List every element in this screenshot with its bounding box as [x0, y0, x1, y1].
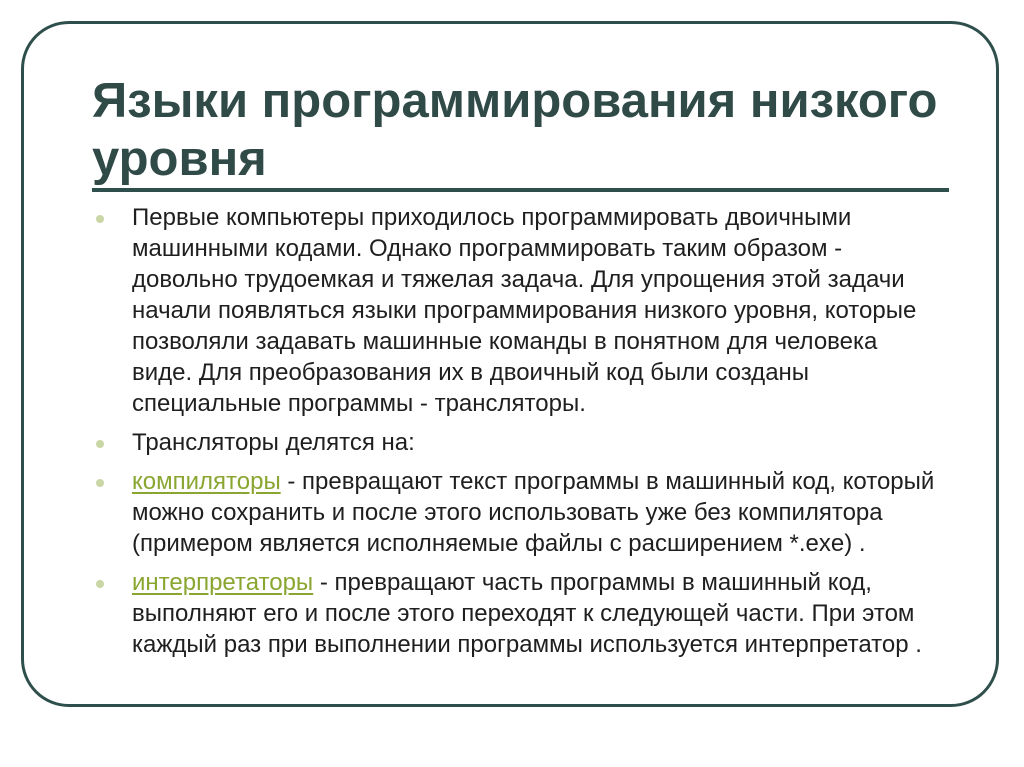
bullet-text: Первые компьютеры приходилось программировать двоичными машинными кодами. Однако программировать таким образом - довольно трудоемкая и тяжелая задача. Для упрощения этой задачи начали появляться языки программирования низкого уровня, которые позволяли задавать машинные команды в понятном для человека виде. Для преобразования их в двоичный код были созданы специальные программы - трансляторы. — [132, 204, 917, 417]
bullet-dot-icon — [96, 580, 104, 588]
bullet-text: Трансляторы делятся на: — [132, 429, 415, 456]
interpreters-link[interactable]: интерпретаторы — [132, 569, 314, 596]
list-item — [92, 567, 942, 660]
bullet-dot-icon — [96, 215, 104, 223]
list-item — [92, 202, 942, 419]
bullet-text: - превращают часть программы в машинный код, выполняют его и после этого переходят к следующей части. При этом каждый раз при выполнении программы используется интерпретатор . — [132, 569, 922, 658]
bullet-dot-icon — [96, 440, 104, 448]
slide-title: Языки программирования низкого уровня — [92, 74, 938, 186]
bullet-text: - превращают текст программы в машинный код, который можно сохранить и после этого использовать уже без компилятора (примером является исполняемые файлы с расширением *.exe) . — [132, 468, 935, 557]
list-item — [92, 466, 942, 559]
compilers-link[interactable]: компиляторы — [132, 468, 281, 495]
bullet-list — [92, 202, 942, 668]
bullet-dot-icon — [96, 479, 104, 487]
list-item — [92, 427, 942, 458]
title-divider — [92, 188, 949, 192]
